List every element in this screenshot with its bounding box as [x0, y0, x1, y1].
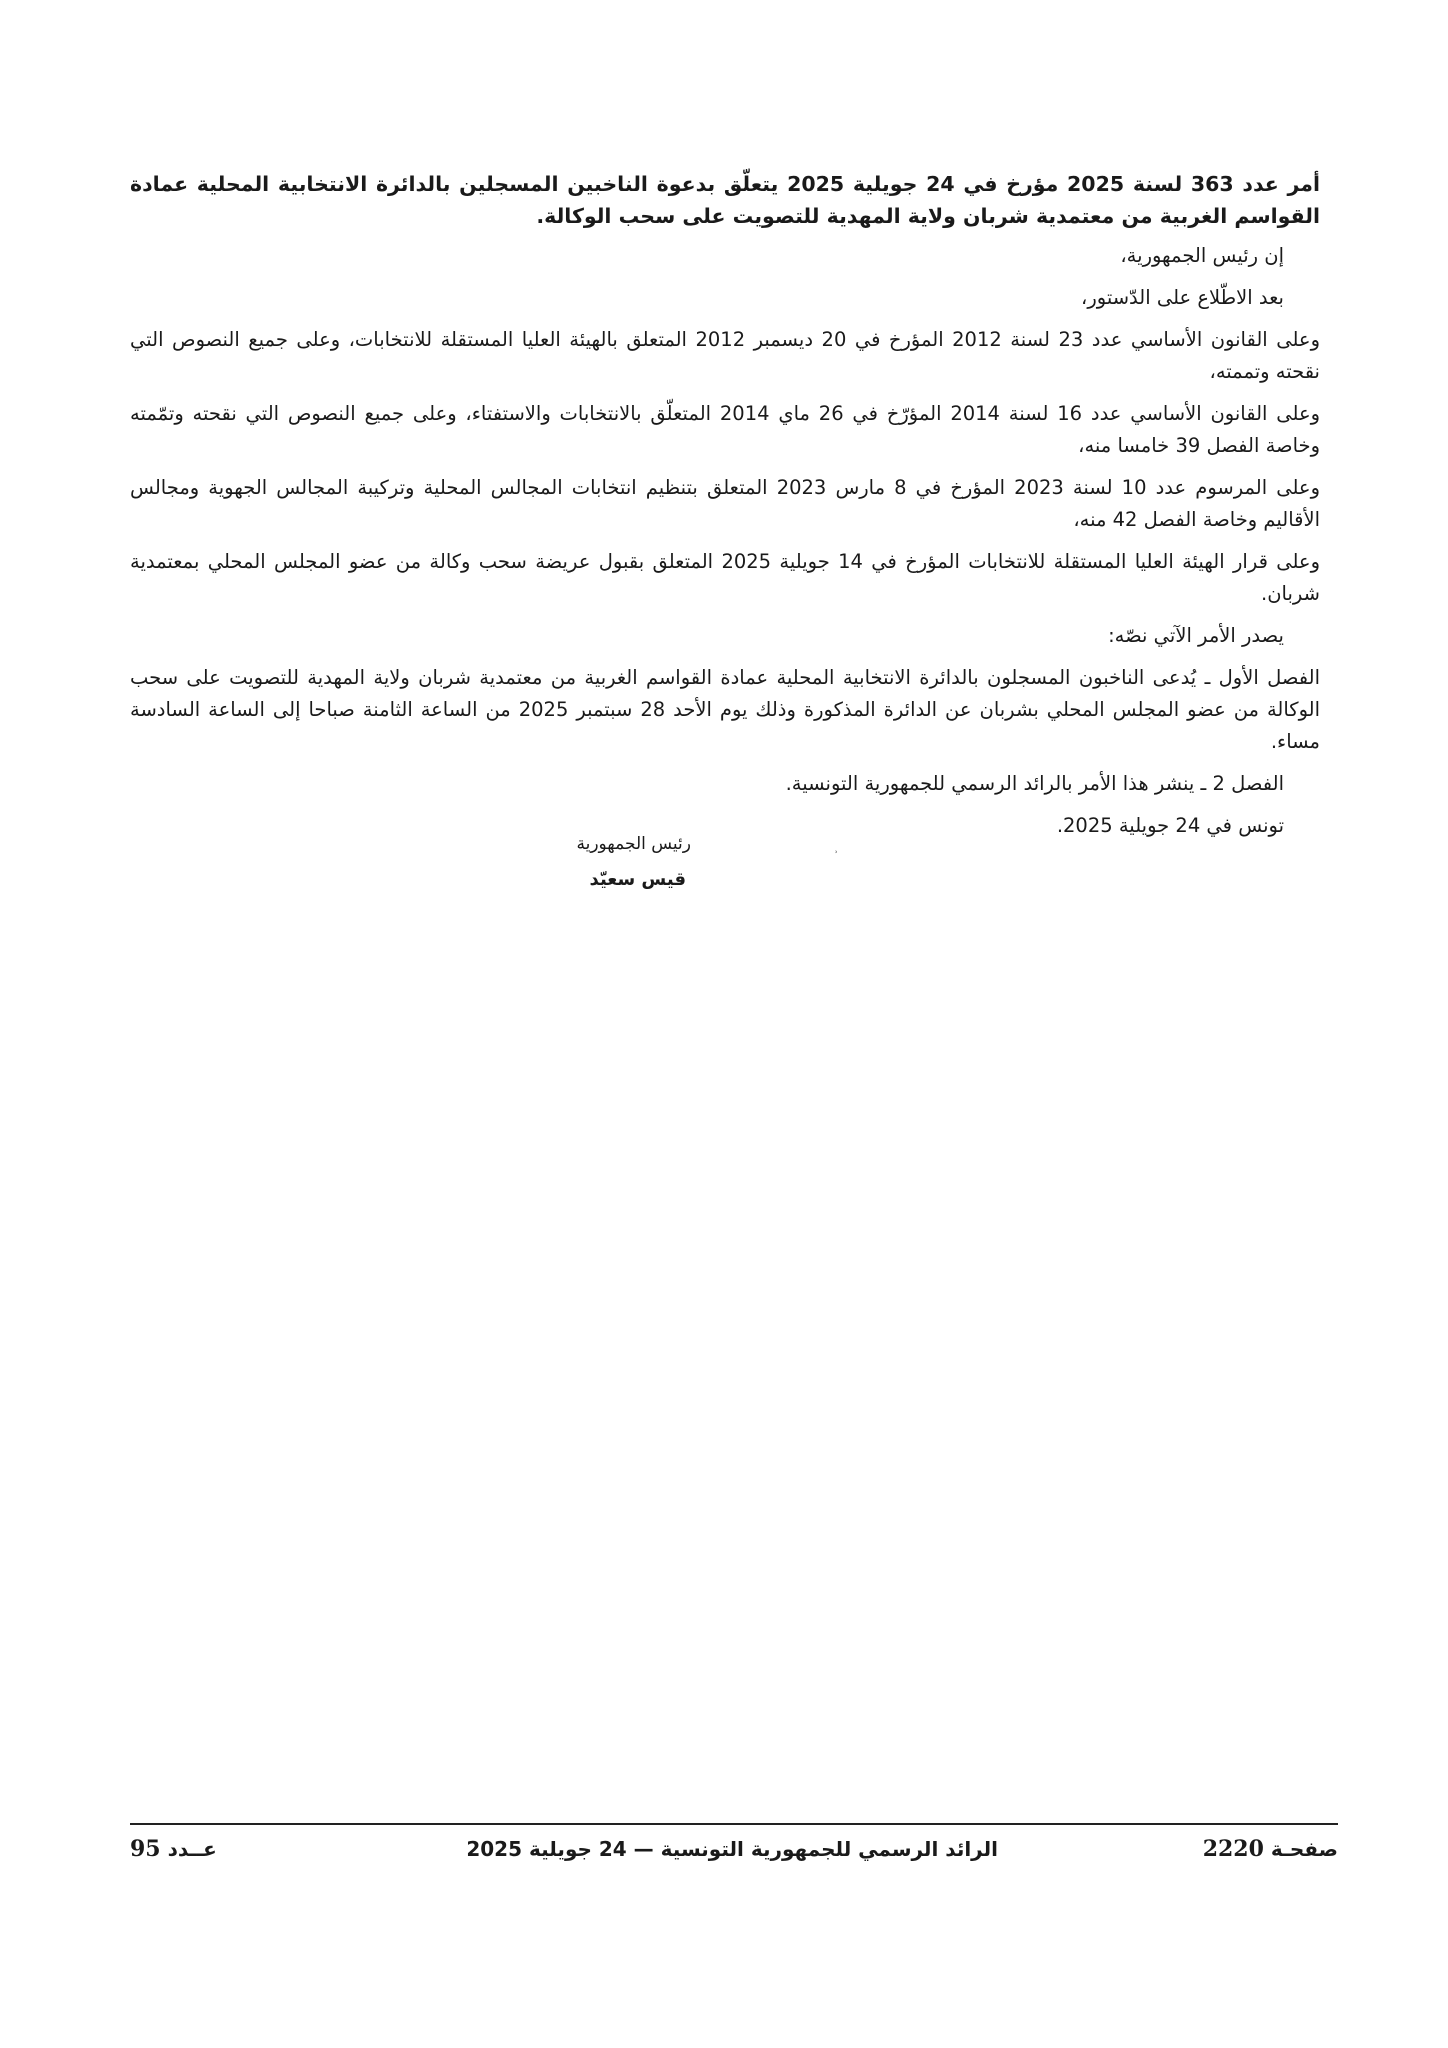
- enactment-intro: يصدر الأمر الآتي نصّه:: [1108, 624, 1284, 647]
- signature-block: [0, 830, 1448, 920]
- article-1: الفصل الأول ـ يُدعى الناخبون المسجلون بالدائرة الانتخابية المحلية عمادة القواسم الغربية من معتمدية شربان ولاية المهدية للتصويت على سحب الوكالة من عضو المجلس المحلي بشربان عن الدائرة المذكورة وذلك يوم الأحد 28 سبتمبر 2025 من الساعة الثامنة صباحا إلى الساعة السادسة مساء.: [130, 666, 1320, 753]
- preamble-law-2014: وعلى القانون الأساسي عدد 16 لسنة 2014 المؤرّخ في 26 ماي 2014 المتعلّق بالانتخابات والاستفتاء، وعلى جميع النصوص التي نقحته وتمّمته وخاصة الفصل 39 خامسا منه،: [130, 402, 1321, 457]
- footer-issue-label: عــدد: [167, 1837, 217, 1861]
- footer-page-number: [1203, 1835, 1338, 1863]
- signature-title: رئيس الجمهورية: [576, 834, 691, 854]
- date-place: تونس في 24 جويلية 2025.: [1056, 814, 1284, 837]
- signature-name: قيس سعيّد: [589, 869, 686, 890]
- scan-speck: ʾ: [834, 850, 838, 861]
- footer-journal-title: الرائد الرسمي للجمهورية التونسية — 24 جويلية 2025: [466, 1837, 998, 1861]
- decree-title: أمر عدد 363 لسنة 2025 مؤرخ في 24 جويلية 2025 يتعلّق بدعوة الناخبين المسجلين بالدائرة الانتخابية المحلية عمادة القواسم الغربية من معتمدية شربان ولاية المهدية للتصويت على سحب الوكالة.: [130, 172, 1320, 228]
- footer-issue-number: [130, 1835, 217, 1863]
- preamble-isie-decision: وعلى قرار الهيئة العليا المستقلة للانتخابات المؤرخ في 14 جويلية 2025 المتعلق بقبول عريضة سحب وكالة من عضو المجلس المحلي بمعتمدية شربان.: [130, 550, 1320, 605]
- preamble-law-2012: وعلى القانون الأساسي عدد 23 لسنة 2012 المؤرخ في 20 ديسمبر 2012 المتعلق بالهيئة العليا المستقلة للانتخابات، وعلى جميع النصوص التي نقحته وتممته،: [130, 328, 1320, 383]
- footer-issue-value: 95: [130, 1836, 161, 1862]
- article-2: الفصل 2 ـ ينشر هذا الأمر بالرائد الرسمي للجمهورية التونسية.: [785, 772, 1284, 795]
- footer-page-value: 2220: [1202, 1836, 1264, 1862]
- preamble-decree-2023: وعلى المرسوم عدد 10 لسنة 2023 المؤرخ في 8 مارس 2023 المتعلق بتنظيم انتخابات المجالس المحلية وتركيبة المجالس الجهوية ومجالس الأقاليم وخاصة الفصل 42 منه،: [130, 476, 1320, 531]
- preamble-constitution: بعد الاطّلاع على الدّستور،: [1081, 286, 1284, 309]
- footer-page-label: صفحـة: [1270, 1837, 1338, 1861]
- document-body: [130, 168, 1320, 852]
- page-footer: [130, 1823, 1338, 1875]
- preamble-president: إن رئيس الجمهورية،: [1120, 244, 1284, 267]
